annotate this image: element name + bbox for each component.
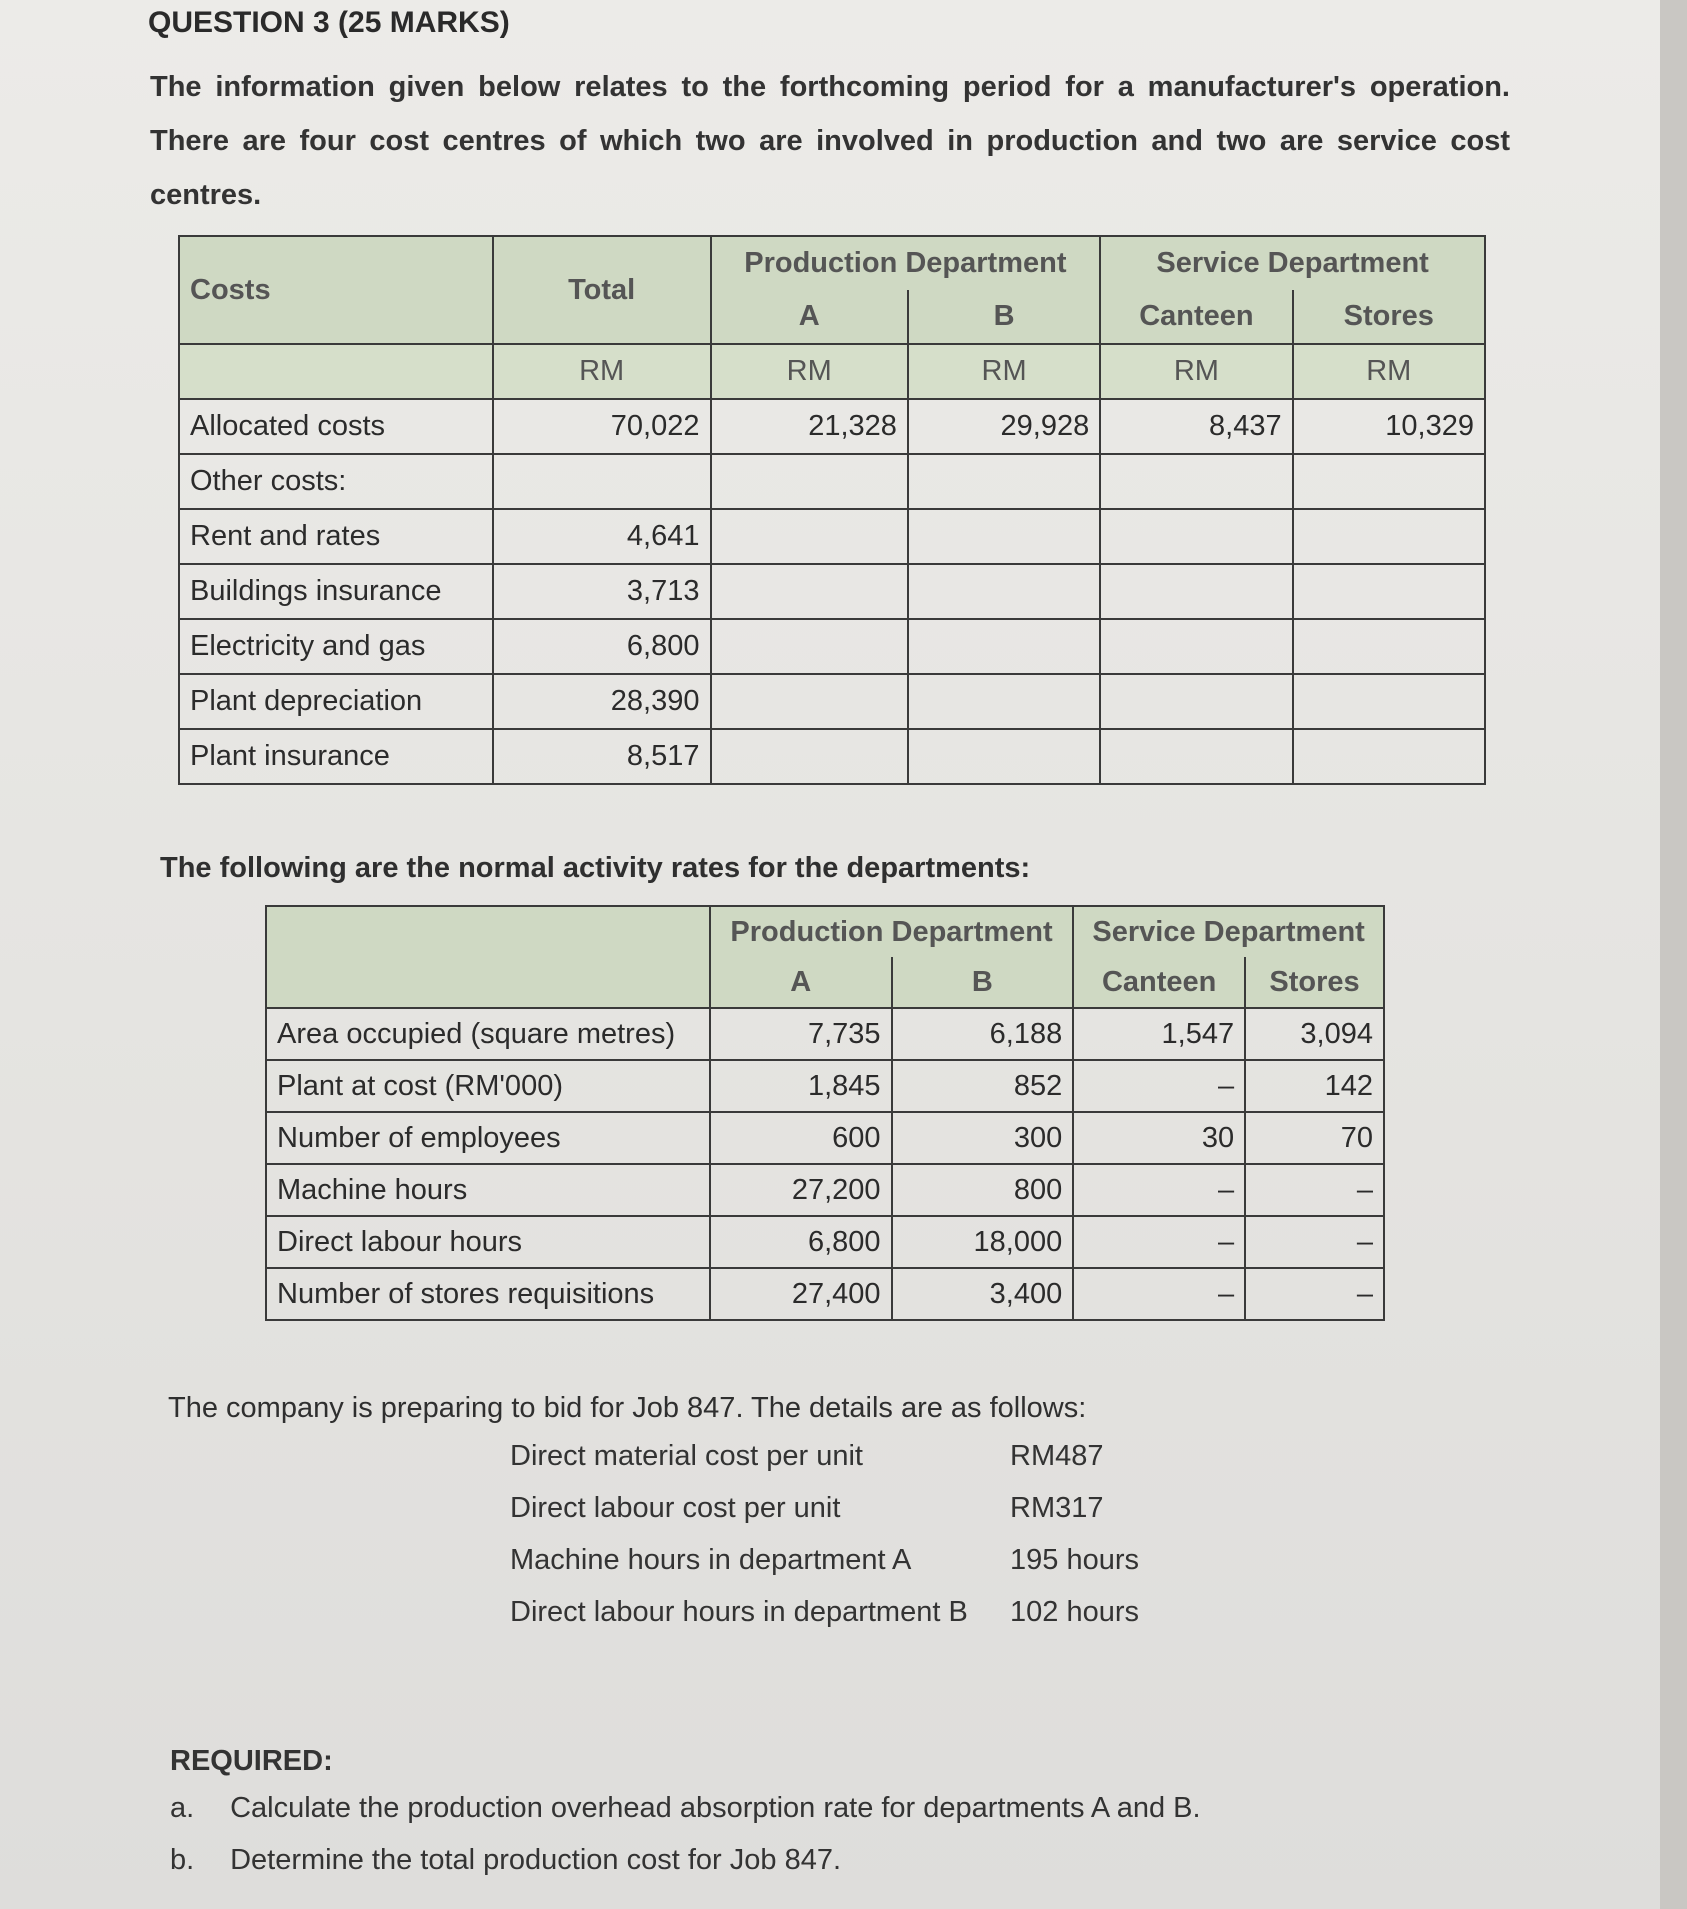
table-row <box>266 1216 1384 1268</box>
cell-a <box>711 619 908 674</box>
cell-canteen: 1,547 <box>1073 1008 1245 1060</box>
activity-corner <box>266 906 710 1008</box>
cell-total: 28,390 <box>493 674 711 729</box>
table-row <box>266 1008 1384 1060</box>
currency-stores: RM <box>1293 344 1485 399</box>
activity-canteen-header: Canteen <box>1073 957 1245 1008</box>
cell-total: 70,022 <box>493 399 711 454</box>
cell-stores: – <box>1245 1164 1384 1216</box>
cell-stores: 70 <box>1245 1112 1384 1164</box>
cell-stores: 10,329 <box>1293 399 1485 454</box>
cell-stores <box>1293 674 1485 729</box>
row-label: Number of employees <box>266 1112 710 1164</box>
item-text: Calculate the production overhead absorption rate for departments A and B. <box>230 1792 1201 1824</box>
cell-total: 4,641 <box>493 509 711 564</box>
activity-table <box>265 905 1385 1321</box>
activity-production-header: Production Department <box>710 906 1073 957</box>
currency-a: RM <box>711 344 908 399</box>
cell-a: 6,800 <box>710 1216 892 1268</box>
cell-canteen <box>1100 509 1292 564</box>
list-item <box>170 1792 1201 1844</box>
cell-a <box>711 454 908 509</box>
table-row <box>266 1268 1384 1320</box>
service-header: Service Department <box>1100 236 1485 290</box>
cell-a: 27,400 <box>710 1268 892 1320</box>
table-row <box>179 454 1485 509</box>
cell-b <box>908 564 1100 619</box>
stores-header: Stores <box>1293 290 1485 344</box>
cell-b <box>908 509 1100 564</box>
production-header: Production Department <box>711 236 1101 290</box>
job-item-value: 195 hours <box>1010 1544 1139 1576</box>
cell-a: 600 <box>710 1112 892 1164</box>
row-label: Machine hours <box>266 1164 710 1216</box>
job-item-label: Direct labour cost per unit <box>510 1492 841 1524</box>
cell-stores: – <box>1245 1268 1384 1320</box>
row-label: Direct labour hours <box>266 1216 710 1268</box>
row-label: Plant at cost (RM'000) <box>266 1060 710 1112</box>
row-label: Buildings insurance <box>179 564 493 619</box>
cell-canteen: 30 <box>1073 1112 1245 1164</box>
list-item <box>170 1844 1201 1896</box>
cell-a: 21,328 <box>711 399 908 454</box>
item-text: Determine the total production cost for Job 847. <box>230 1844 842 1876</box>
dept-b-header: B <box>908 290 1100 344</box>
row-label: Area occupied (square metres) <box>266 1008 710 1060</box>
row-label: Other costs: <box>179 454 493 509</box>
job-item-label: Direct labour hours in department B <box>510 1596 968 1628</box>
cost-table <box>178 235 1486 785</box>
cell-canteen <box>1100 564 1292 619</box>
table-row <box>179 674 1485 729</box>
costs-header: Costs <box>179 236 493 344</box>
job-item-value: RM487 <box>1010 1440 1104 1472</box>
cell-b <box>908 674 1100 729</box>
currency-blank <box>179 344 493 399</box>
job-intro: The company is preparing to bid for Job 847. The details are as follows: <box>168 1392 1087 1424</box>
cell-stores <box>1293 454 1485 509</box>
cell-b: 29,928 <box>908 399 1100 454</box>
cell-total: 8,517 <box>493 729 711 784</box>
activity-b-header: B <box>892 957 1074 1008</box>
cell-a <box>711 729 908 784</box>
cell-canteen <box>1100 619 1292 674</box>
table-row <box>266 1164 1384 1216</box>
required-heading: REQUIRED: <box>170 1745 333 1777</box>
job-item-label: Direct material cost per unit <box>510 1440 863 1472</box>
cell-a: 27,200 <box>710 1164 892 1216</box>
cell-total: 3,713 <box>493 564 711 619</box>
cell-stores <box>1293 619 1485 674</box>
cell-canteen: – <box>1073 1060 1245 1112</box>
row-label: Number of stores requisitions <box>266 1268 710 1320</box>
cell-a <box>711 674 908 729</box>
question-title: QUESTION 3 (25 MARKS) <box>148 6 510 39</box>
currency-b: RM <box>908 344 1100 399</box>
activity-stores-header: Stores <box>1245 957 1384 1008</box>
cell-b <box>908 619 1100 674</box>
item-letter: b. <box>170 1844 195 1876</box>
cell-canteen <box>1100 674 1292 729</box>
cell-canteen <box>1100 454 1292 509</box>
canteen-header: Canteen <box>1100 290 1292 344</box>
page-edge <box>1660 0 1687 1909</box>
currency-canteen: RM <box>1100 344 1292 399</box>
item-letter: a. <box>170 1792 195 1824</box>
cell-b <box>908 729 1100 784</box>
row-label: Plant depreciation <box>179 674 493 729</box>
cell-a <box>711 564 908 619</box>
activity-service-header: Service Department <box>1073 906 1384 957</box>
cell-stores: 3,094 <box>1245 1008 1384 1060</box>
question-intro: The information given below relates to the forthcoming period for a manufacturer's operation. There are four cost centres of which two are involved in production and two are service cost centres. <box>150 71 1510 211</box>
cell-stores <box>1293 729 1485 784</box>
table-row <box>179 399 1485 454</box>
activity-a-header: A <box>710 957 892 1008</box>
row-label: Plant insurance <box>179 729 493 784</box>
activity-intro: The following are the normal activity rates for the departments: <box>160 852 1031 884</box>
currency-total: RM <box>493 344 711 399</box>
cell-stores <box>1293 564 1485 619</box>
cell-b <box>908 454 1100 509</box>
table-row <box>266 1112 1384 1164</box>
cell-b: 800 <box>892 1164 1074 1216</box>
table-row <box>179 729 1485 784</box>
cell-canteen <box>1100 729 1292 784</box>
cell-a <box>711 509 908 564</box>
cell-b: 18,000 <box>892 1216 1074 1268</box>
cell-canteen: – <box>1073 1268 1245 1320</box>
cell-canteen: – <box>1073 1216 1245 1268</box>
cell-canteen: – <box>1073 1164 1245 1216</box>
cell-b: 3,400 <box>892 1268 1074 1320</box>
cell-b: 6,188 <box>892 1008 1074 1060</box>
cell-a: 7,735 <box>710 1008 892 1060</box>
dept-a-header: A <box>711 290 908 344</box>
cell-b: 300 <box>892 1112 1074 1164</box>
row-label: Electricity and gas <box>179 619 493 674</box>
total-header: Total <box>493 236 711 344</box>
cell-total: 6,800 <box>493 619 711 674</box>
cell-stores <box>1293 509 1485 564</box>
table-row <box>179 564 1485 619</box>
job-item-label: Machine hours in department A <box>510 1544 912 1576</box>
cell-canteen: 8,437 <box>1100 399 1292 454</box>
cell-stores: – <box>1245 1216 1384 1268</box>
cell-a: 1,845 <box>710 1060 892 1112</box>
table-row <box>179 619 1485 674</box>
row-label: Allocated costs <box>179 399 493 454</box>
job-item-value: RM317 <box>1010 1492 1104 1524</box>
table-row <box>179 509 1485 564</box>
required-section <box>170 1745 1201 1896</box>
cell-b: 852 <box>892 1060 1074 1112</box>
job-item-value: 102 hours <box>1010 1596 1139 1628</box>
table-row <box>266 1060 1384 1112</box>
cell-stores: 142 <box>1245 1060 1384 1112</box>
cell-total <box>493 454 711 509</box>
row-label: Rent and rates <box>179 509 493 564</box>
